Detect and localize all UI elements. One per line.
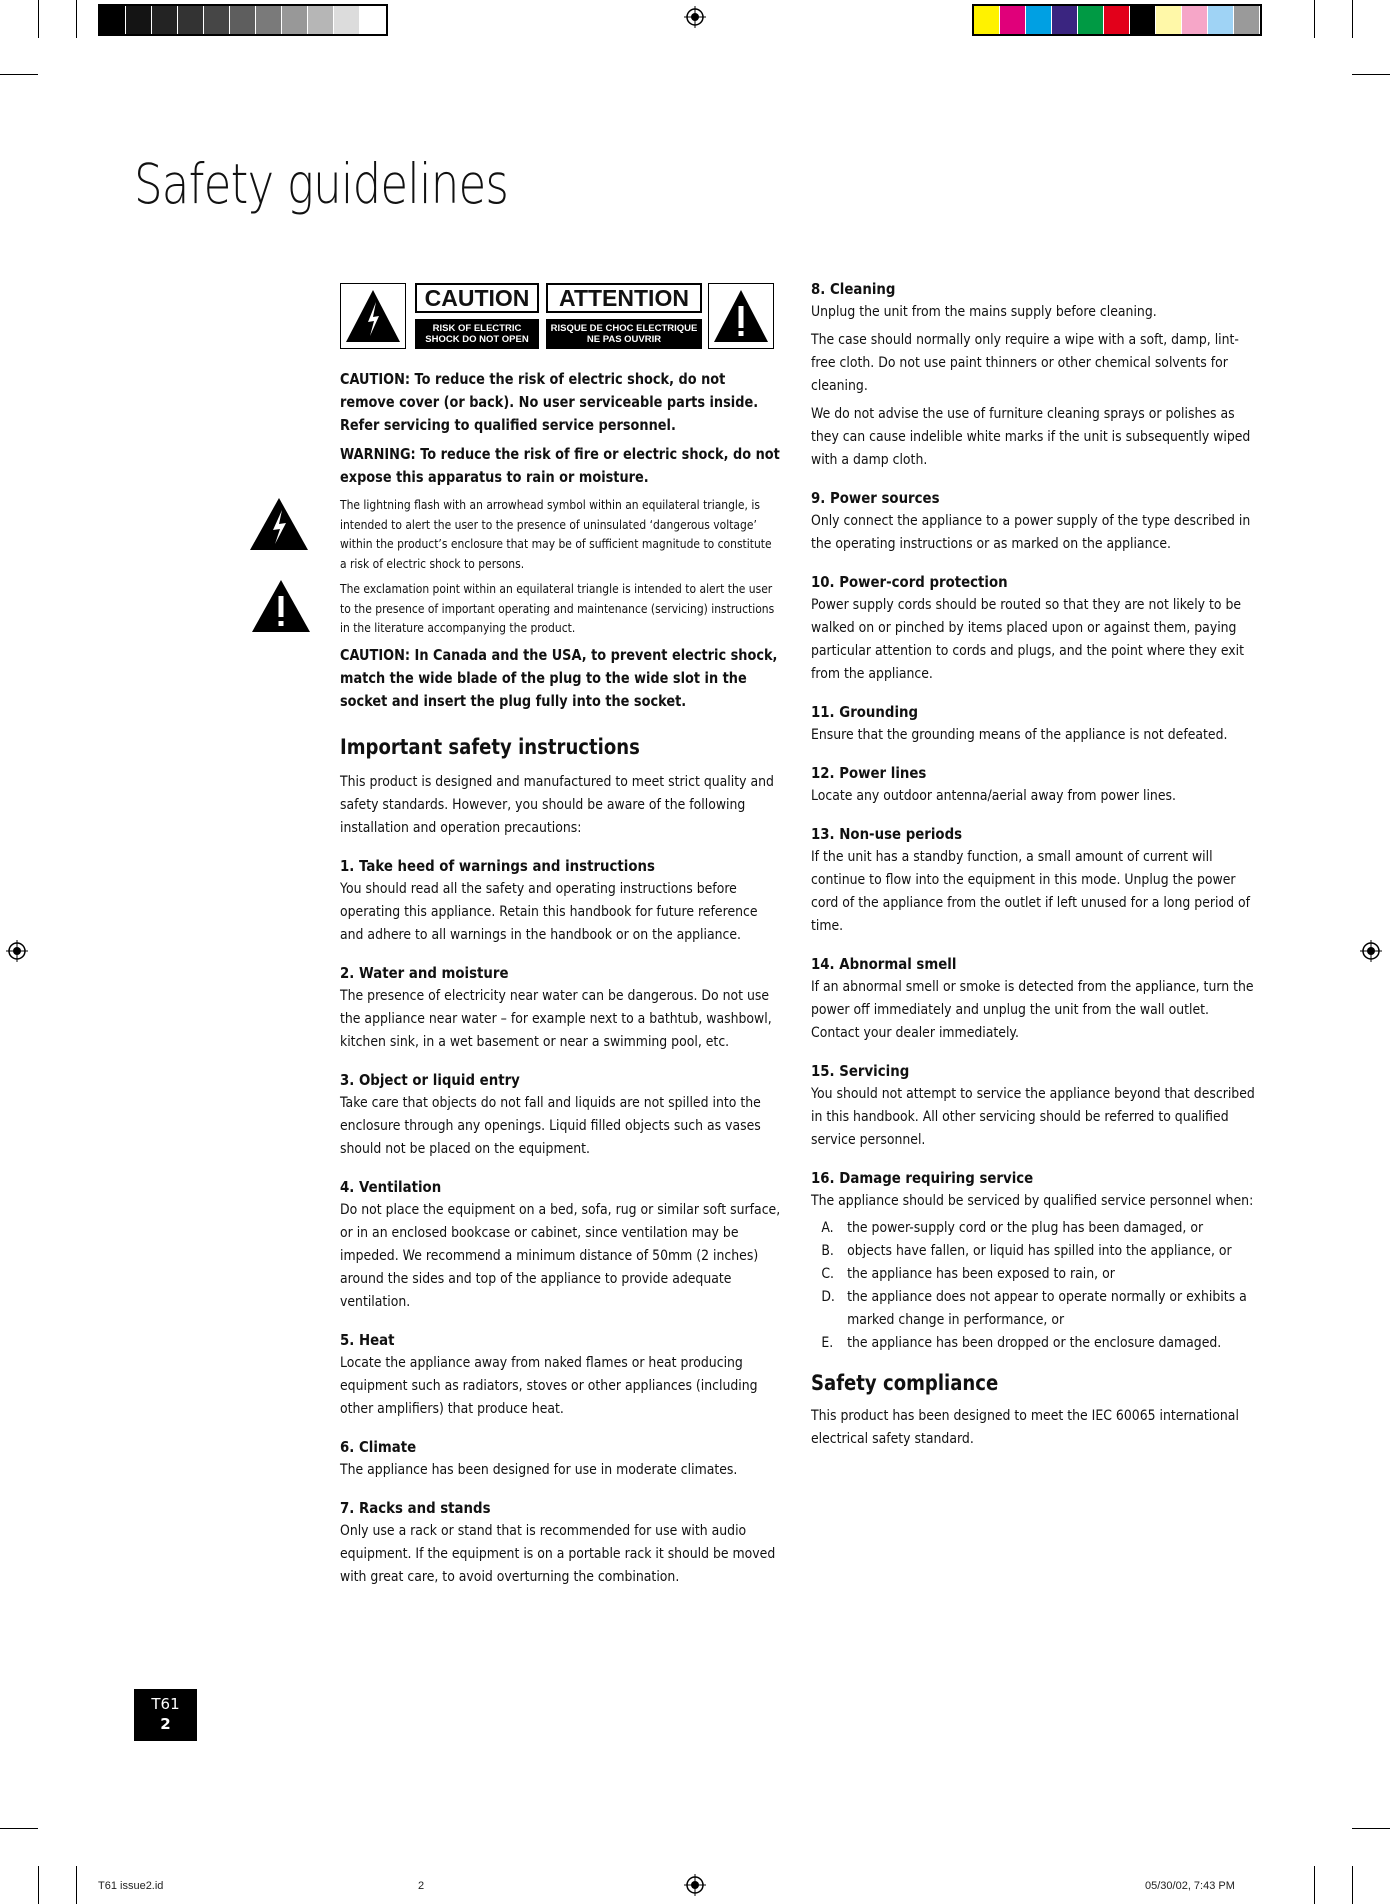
section-heading: 1. Take heed of warnings and instructions (340, 856, 655, 875)
section-body: The appliance has been designed for use in moderate climates. (340, 1461, 738, 1478)
page-title: Safety guidelines (134, 152, 509, 216)
list-item-letter: E. (821, 1335, 834, 1351)
color-swatch (1026, 6, 1052, 34)
section-heading: 6. Climate (340, 1437, 417, 1456)
safety-compliance-body: This product has been designed to meet the IEC 60065 international electrical safety standard. (811, 1408, 1239, 1447)
left-column (340, 368, 782, 1589)
attention-subtext: RISQUE DE CHOC ELECTRIQUE NE PAS OUVRIR (546, 319, 702, 349)
section-heading: 15. Servicing (811, 1062, 910, 1080)
list-item (811, 1240, 1260, 1263)
list-item-text: objects have fallen, or liquid has spilled into the appliance, or (847, 1243, 1232, 1259)
registration-mark-icon (1360, 940, 1382, 962)
section-body: The case should normally only require a wipe with a soft, damp, lint-free cloth. Do not use paint thinners or other chemical solvents for cleaning. (811, 332, 1239, 394)
color-swatch (126, 6, 152, 34)
section-heading: 10. Power-cord protection (811, 573, 1008, 591)
section-body: Ensure that the grounding means of the appliance is not defeated. (811, 727, 1228, 743)
list-item-text: the appliance does not appear to operate normally or exhibits a marked change in performance, or (847, 1289, 1247, 1328)
exclamation-warning-icon (708, 283, 774, 349)
caution-word: CAUTION (415, 283, 539, 313)
color-swatch (1052, 6, 1078, 34)
important-safety-heading: Important safety instructions (340, 734, 640, 759)
right-column (811, 278, 1261, 1451)
warning-statement: WARNING: To reduce the risk of fire or electric shock, do not expose this apparatus to rain or moisture. (340, 445, 780, 486)
caution-label (340, 283, 774, 349)
section-heading: 4. Ventilation (340, 1177, 442, 1196)
color-swatch (360, 6, 386, 34)
color-swatch (178, 6, 204, 34)
list-item-text: the appliance has been dropped or the enclosure damaged. (847, 1335, 1222, 1351)
slug-date: 05/30/02, 7:43 PM (1145, 1880, 1235, 1892)
exclamation-triangle-icon (250, 578, 312, 634)
list-item-letter: D. (821, 1289, 835, 1305)
registration-mark-icon (6, 940, 28, 962)
section-heading: 2. Water and moisture (340, 963, 509, 982)
section-body: Only use a rack or stand that is recommended for use with audio equipment. If the equipment is on a portable rack it should be moved with great care, to avoid overturning the combination. (340, 1522, 776, 1585)
section-body: Do not place the equipment on a bed, sofa, rug or similar soft surface, or in an enclosed bookcase or cabinet, since ventilation may be impeded. We recommend a minimum distance of 50mm (2 inches) around the sides and top of the appliance to provide adequate ventilation. (340, 1201, 781, 1310)
section-heading: 7. Racks and stands (340, 1498, 491, 1517)
registration-mark-icon (684, 6, 706, 28)
section-heading: 8. Cleaning (811, 280, 896, 298)
lightning-warning-icon (340, 283, 406, 349)
section-body: Locate the appliance away from naked flames or heat producing equipment such as radiators, stoves or other appliances (including other amplifiers) that produce heat. (340, 1354, 758, 1417)
page-number: 2 (160, 1715, 171, 1733)
color-swatch (1130, 6, 1156, 34)
model-name: T61 (151, 1695, 180, 1713)
lightning-explanation: The lightning flash with an arrowhead symbol within an equilateral triangle, is intended to alert the user to the presence of uninsulated ‘dangerous voltage’ within the product’s enclosure that may be of sufficient magnitude to constitute a risk of electric shock to persons. (340, 497, 772, 571)
right-instruction-list (811, 487, 1260, 1152)
section-body: Locate any outdoor antenna/aerial away from power lines. (811, 788, 1176, 804)
color-swatch (1156, 6, 1182, 34)
color-swatch (230, 6, 256, 34)
section-body: Power supply cords should be routed so that they are not likely to be walked on or pinched by items placed upon or against them, paying particular attention to cords and plugs, and the point where they exit from the appliance. (811, 597, 1245, 682)
color-swatch (100, 6, 126, 34)
section-body: If the unit has a standby function, a small amount of current will continue to flow into the equipment in this mode. Unplug the power cord of the appliance from the outlet if left unused for a long period of time. (811, 849, 1250, 934)
section-body: The presence of electricity near water can be dangerous. Do not use the appliance near water – for example next to a bathtub, washbowl, kitchen sink, in a wet basement or near a swimming pool, etc. (340, 987, 772, 1050)
list-item (811, 1332, 1260, 1355)
color-swatch (974, 6, 1000, 34)
color-swatch (256, 6, 282, 34)
damage-conditions-list (811, 1217, 1260, 1355)
section-body: Take care that objects do not fall and liquids are not spilled into the enclosure through any openings. Liquid filled objects such as vases should not be placed on the equipment. (340, 1094, 761, 1157)
section-heading: 12. Power lines (811, 764, 927, 782)
section-heading: 16. Damage requiring service (811, 1169, 1034, 1187)
list-item (811, 1286, 1260, 1332)
registration-mark-icon (684, 1874, 706, 1896)
color-swatch (1000, 6, 1026, 34)
section-heading: 3. Object or liquid entry (340, 1070, 520, 1089)
color-swatch (1208, 6, 1234, 34)
exclamation-explanation: The exclamation point within an equilateral triangle is intended to alert the user to the presence of important operating and maintenance (servicing) instructions in the literature accompanying the product. (340, 581, 775, 635)
section-heading: 14. Abnormal smell (811, 955, 957, 973)
caution-subtext: RISK OF ELECTRIC SHOCK DO NOT OPEN (415, 319, 539, 349)
section-body: Unplug the unit from the mains supply before cleaning. (811, 304, 1157, 320)
color-swatch (1104, 6, 1130, 34)
color-swatch (1078, 6, 1104, 34)
list-item (811, 1263, 1260, 1286)
section-heading: 13. Non-use periods (811, 825, 963, 843)
color-swatch (1182, 6, 1208, 34)
important-safety-intro: This product is designed and manufactured to meet strict quality and safety standards. However, you should be aware of the following installation and operation precautions: (340, 773, 774, 836)
section-body: The appliance should be serviced by qualified service personnel when: (811, 1193, 1254, 1209)
section-body: If an abnormal smell or smoke is detected from the appliance, turn the power off immediately and unplug the unit from the wall outlet. Contact your dealer immediately. (811, 979, 1254, 1041)
page-number-box (134, 1689, 197, 1741)
canada-usa-caution: CAUTION: In Canada and the USA, to prevent electric shock, match the wide blade of the plug to the wide slot in the socket and insert the plug fully into the socket. (340, 645, 778, 710)
color-swatch (282, 6, 308, 34)
section-heading: 9. Power sources (811, 489, 940, 507)
section-body: Only connect the appliance to a power supply of the type described in the operating instructions or as marked on the appliance. (811, 513, 1251, 552)
attention-word: ATTENTION (546, 283, 702, 313)
slug-page: 2 (418, 1880, 425, 1892)
safety-compliance-heading: Safety compliance (811, 1371, 999, 1395)
section-body: We do not advise the use of furniture cleaning sprays or polishes as they can cause indelible white marks if the unit is subsequently wiped with a damp cloth. (811, 406, 1251, 468)
list-item-letter: C. (821, 1266, 834, 1282)
list-item-text: the power-supply cord or the plug has been damaged, or (847, 1220, 1204, 1236)
color-swatch (204, 6, 230, 34)
color-swatch (308, 6, 334, 34)
list-item-text: the appliance has been exposed to rain, or (847, 1266, 1115, 1282)
section-body: You should read all the safety and operating instructions before operating this appliance. Retain this handbook for future reference and adhere to all warnings in the handbook or on the appliance. (340, 880, 758, 943)
left-instruction-list (340, 855, 781, 1589)
list-item-letter: A. (821, 1220, 834, 1236)
color-swatch (334, 6, 360, 34)
slug-filename: T61 issue2.id (98, 1880, 164, 1892)
gray-color-bar (98, 4, 388, 36)
list-item-letter: B. (821, 1243, 834, 1259)
color-swatch (152, 6, 178, 34)
section-heading: 5. Heat (340, 1330, 395, 1349)
list-item (811, 1217, 1260, 1240)
color-swatch (1234, 6, 1260, 34)
section-body: You should not attempt to service the appliance beyond that described in this handbook. All other servicing should be referred to qualified service personnel. (811, 1086, 1255, 1148)
process-color-bar (972, 4, 1262, 36)
section-heading: 11. Grounding (811, 703, 919, 721)
lightning-triangle-icon (248, 496, 310, 552)
caution-statement: CAUTION: To reduce the risk of electric shock, do not remove cover (or back). No user serviceable parts inside. Refer servicing to qualified service personnel. (340, 370, 759, 434)
